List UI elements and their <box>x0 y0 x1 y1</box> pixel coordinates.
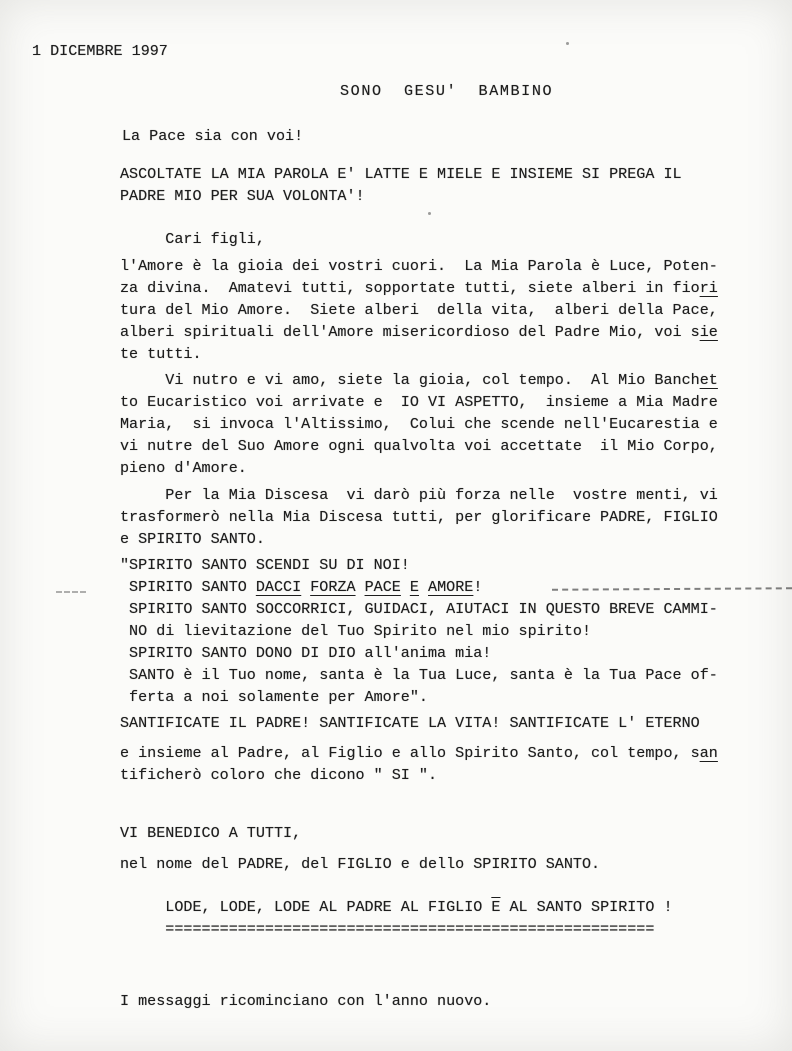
footer-note <box>120 990 760 1012</box>
prayer-line <box>120 576 760 598</box>
doc-line <box>120 299 760 321</box>
doc-line <box>120 413 760 435</box>
text-segment: SPIRITO SANTO DONO DI DIO all'anima mia! <box>120 644 492 662</box>
text-segment: AMORE <box>428 578 474 596</box>
prayer-line <box>120 554 760 576</box>
text-segment: tura del Mio Amore. Siete alberi della vita, alberi della Pace, <box>120 301 718 319</box>
text-segment <box>301 578 310 596</box>
blessing-line <box>120 822 760 844</box>
text-segment: LODE, LODE, LODE AL PADRE AL FIGLIO <box>120 898 492 916</box>
text-segment: pieno d'Amore. <box>120 459 247 477</box>
prayer-line <box>120 620 760 642</box>
text-segment: PADRE MIO PER SUA VOLONTA'! <box>120 187 365 205</box>
date-line <box>32 40 760 62</box>
text-segment: za divina. Amatevi tutti, sopportate tutti, siete alberi in fio <box>120 279 700 297</box>
text-segment <box>356 578 365 596</box>
text-segment: Per la Mia Discesa vi darò più forza nelle vostre menti, vi <box>120 486 718 504</box>
text-segment: ====================================================== <box>120 920 655 938</box>
prayer-line <box>120 642 760 664</box>
text-segment: to Eucaristico voi arrivate e IO VI ASPETTO, insieme a Mia Madre <box>120 393 718 411</box>
text-segment: SPIRITO SANTO <box>120 578 256 596</box>
text-segment: E <box>409 578 419 596</box>
salutation-line <box>120 228 760 250</box>
text-segment: $\overline{E}$ <box>491 898 501 916</box>
text-segment: e SPIRITO SANTO. <box>120 530 265 548</box>
text-segment: SANTIFICATE IL PADRE! SANTIFICATE LA VITA! SANTIFICATE L' ETERNO <box>120 714 700 732</box>
text-segment: nel nome del PADRE, del FIGLIO e dello SPIRITO SANTO. <box>120 855 601 873</box>
doc-line <box>120 742 760 764</box>
doc-line <box>120 435 760 457</box>
text-segment: SONO GESU' BAMBINO <box>340 82 554 100</box>
doc-line <box>120 343 760 365</box>
doc-line <box>120 457 760 479</box>
praise-line <box>120 896 760 918</box>
text-segment: et <box>699 371 718 389</box>
text-segment: SPIRITO SANTO SOCCORRICI, GUIDACI, AIUTACI IN QUESTO BREVE CAMMI- <box>120 600 718 618</box>
text-segment: vi nutre del Suo Amore ogni qualvolta voi accettate il Mio Corpo, <box>120 437 718 455</box>
text-segment: I messaggi ricominciano con l'anno nuovo. <box>120 992 492 1010</box>
text-segment: DACCI <box>255 578 302 596</box>
doc-line <box>120 321 760 343</box>
prayer-line <box>120 598 760 620</box>
doc-line <box>120 391 760 413</box>
doc-line <box>120 528 760 550</box>
doc-line <box>120 369 760 391</box>
doc-line <box>120 277 760 299</box>
doc-line <box>120 712 760 734</box>
doc-line <box>120 764 760 786</box>
text-segment: ! <box>473 578 483 596</box>
text-segment: an <box>699 744 718 762</box>
text-segment: NO di lievitazione del Tuo Spirito nel mio spirito! <box>120 622 592 640</box>
text-segment: La Pace sia con voi! <box>122 127 304 145</box>
prayer-line <box>120 686 760 708</box>
text-segment <box>419 578 428 596</box>
text-segment <box>401 578 410 596</box>
text-segment: FORZA <box>310 578 356 596</box>
doc-line <box>120 484 760 506</box>
blessing-line <box>120 853 760 875</box>
scan-artifact-dash <box>56 591 86 593</box>
text-segment: 1 DICEMBRE 1997 <box>32 42 168 60</box>
page-title <box>340 80 760 102</box>
text-segment: ASCOLTATE LA MIA PAROLA E' LATTE E MIELE E INSIEME SI PREGA IL <box>120 165 682 183</box>
text-segment: trasformerò nella Mia Discesa tutti, per glorificare PADRE, FIGLIO <box>120 508 718 526</box>
text-segment: AL SANTO SPIRITO ! <box>500 898 673 916</box>
text-segment: "SPIRITO SANTO SCENDI SU DI NOI! <box>120 556 410 574</box>
text-segment: Vi nutro e vi amo, siete la gioia, col tempo. Al Mio Banch <box>120 371 700 389</box>
text-segment: ie <box>699 323 718 341</box>
text-segment: SANTO è il Tuo nome, santa è la Tua Luce, santa è la Tua Pace of- <box>120 666 718 684</box>
text-segment: alberi spirituali dell'Amore misericordioso del Padre Mio, voi s <box>120 323 700 341</box>
doc-line <box>120 255 760 277</box>
doc-line <box>120 185 760 207</box>
divider-line <box>120 918 760 940</box>
text-segment: Cari figli, <box>120 230 265 248</box>
document-body <box>32 40 760 1012</box>
greeting-line <box>122 125 760 147</box>
text-segment: l'Amore è la gioia dei vostri cuori. La Mia Parola è Luce, Poten- <box>120 257 718 275</box>
text-segment: PACE <box>364 578 401 596</box>
doc-line <box>120 506 760 528</box>
text-segment: tificherò coloro che dicono " SI ". <box>120 766 438 784</box>
text-segment: te tutti. <box>120 345 202 363</box>
prayer-line <box>120 664 760 686</box>
text-segment: e insieme al Padre, al Figlio e allo Spirito Santo, col tempo, s <box>120 744 700 762</box>
doc-line <box>120 163 760 185</box>
text-segment: Maria, si invoca l'Altissimo, Colui che scende nell'Eucarestia e <box>120 415 718 433</box>
text-segment: ri <box>699 279 718 297</box>
text-segment: VI BENEDICO A TUTTI, <box>120 824 302 842</box>
text-segment: ferta a noi solamente per Amore". <box>120 688 428 706</box>
